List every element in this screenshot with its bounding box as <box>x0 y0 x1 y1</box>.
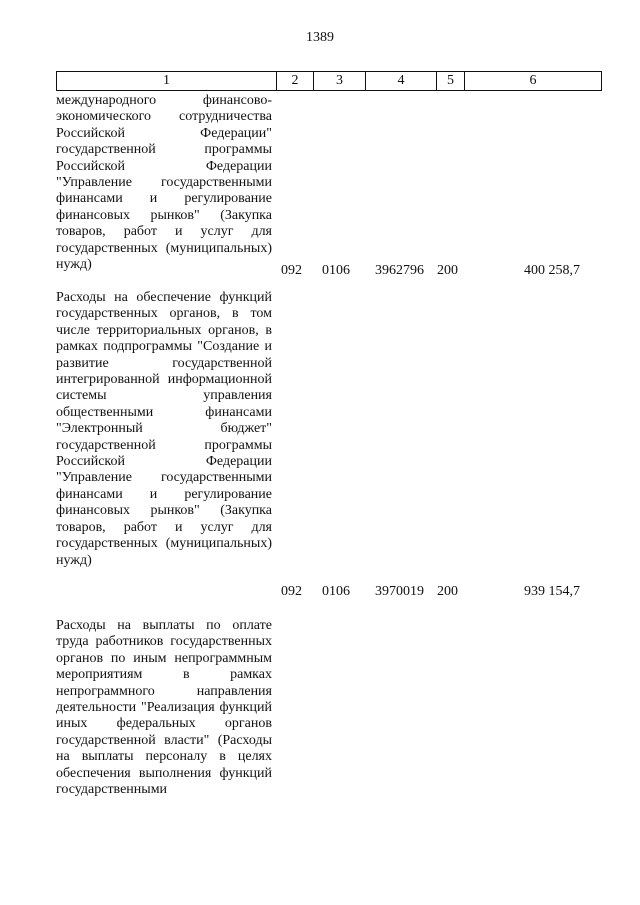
row-description: Расходы на обеспечение функций государственных органов, в том числе территориальных органов, в рамках подпрограммы "Создание и развитие государственной интегрированной информационной системы управления общественными финансами "Электронный бюджет" государственной программы Российской Федерации "Управление государственными финансами и регулирование финансовых рынков" (Закупка товаров, работ и услуг для государственных (муниципальных) нужд) <box>56 290 272 568</box>
row-description: международного финансово-экономического сотрудничества Российской Федерации" государственной программы Российской Федерации "Управление государственными финансами и регулирование финансовых рынков" (Закупка товаров, работ и услуг для государственных (муниципальных) нужд) <box>56 93 272 273</box>
column-header-2: 2 <box>277 72 314 91</box>
column-header-5: 5 <box>437 72 465 91</box>
column-header-1: 1 <box>57 72 277 91</box>
column-header-row <box>57 72 602 91</box>
column-header-4: 4 <box>366 72 437 91</box>
column-header-table <box>56 71 602 91</box>
row-section-code: 0106 <box>322 584 350 599</box>
row-description: Расходы на выплаты по оплате труда работников государственных органов по иным непрограммным мероприятиям в рамках непрограммного направления деятельности "Реализация функций иных федеральных органов государственной власти" (Расходы на выплаты персоналу в целях обеспечения выполнения функций государственными <box>56 618 272 798</box>
row-expense-type: 200 <box>437 584 458 599</box>
row-ministry-code: 092 <box>281 584 302 599</box>
row-section-code: 0106 <box>322 263 350 278</box>
column-header-6: 6 <box>465 72 602 91</box>
column-header-3: 3 <box>314 72 366 91</box>
row-target-code: 3962796 <box>375 263 424 278</box>
row-expense-type: 200 <box>437 263 458 278</box>
row-amount: 939 154,7 <box>524 584 580 599</box>
row-amount: 400 258,7 <box>524 263 580 278</box>
row-ministry-code: 092 <box>281 263 302 278</box>
row-target-code: 3970019 <box>375 584 424 599</box>
page-number: 1389 <box>306 30 334 45</box>
